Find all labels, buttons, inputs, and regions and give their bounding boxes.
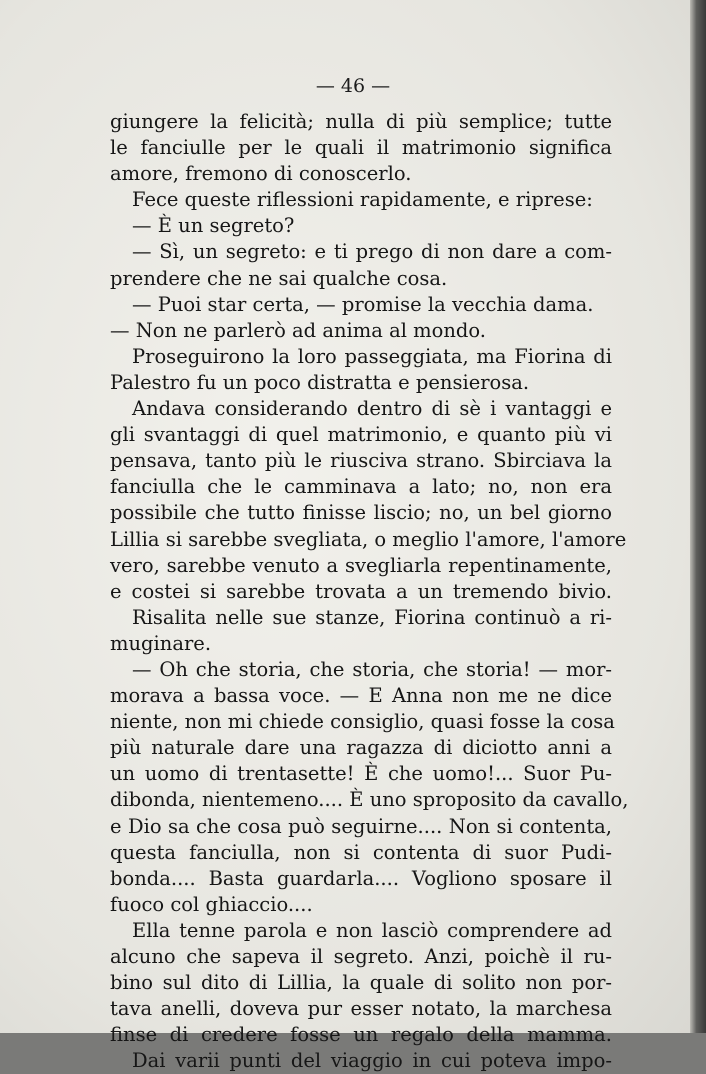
text-line: possibile che tutto finisse liscio; no, un bel giorno xyxy=(110,501,612,525)
text-line: finse di credere fosse un regalo della mamma. xyxy=(110,1023,612,1047)
text-line: — Sì, un segreto: e ti prego di non dare a com- xyxy=(132,240,612,264)
text-line: e Dio sa che cosa può seguirne.... Non si contenta, xyxy=(110,814,612,838)
text-line: muginare. xyxy=(110,631,212,655)
text-line: Risalita nelle sue stanze, Fiorina continuò a ri- xyxy=(132,605,612,629)
text-line: Andava considerando dentro di sè i vantaggi e xyxy=(132,397,612,421)
book-spine-edge xyxy=(690,0,706,1033)
text-line: vero, sarebbe venuto a svegliarla repentinamente, xyxy=(110,553,612,577)
text-line: niente, non mi chiede consiglio, quasi fosse la cosa xyxy=(110,710,615,734)
text-line: fanciulla che le camminava a lato; no, non era xyxy=(110,475,612,499)
body-text xyxy=(110,109,629,1074)
text-line: le fanciulle per le quali il matrimonio significa xyxy=(110,136,612,160)
text-line: gli svantaggi di quel matrimonio, e quanto più vi xyxy=(110,423,612,447)
text-line: pensava, tanto più le riusciva strano. Sbirciava la xyxy=(110,449,612,473)
text-line: più naturale dare una ragazza di diciotto anni a xyxy=(110,736,612,760)
text-line: giungere la felicità; nulla di più semplice; tutte xyxy=(110,110,612,133)
text-line: — Puoi star certa, — promise la vecchia dama. xyxy=(132,292,594,316)
text-line: prendere che ne sai qualche cosa. xyxy=(110,266,448,290)
text-line: bino sul dito di Lillia, la quale di solito non por- xyxy=(110,971,612,995)
page-number: — 46 — xyxy=(315,75,391,97)
text-line: e costei si sarebbe trovata a un tremendo bivio. xyxy=(110,579,612,603)
text-line: dibonda, nientemeno.... È uno sproposito da cavallo, xyxy=(110,788,629,812)
text-line: questa fanciulla, non si contenta di suor Pudi- xyxy=(110,840,612,864)
text-line: Lillia si sarebbe svegliata, o meglio l'amore, l'amore xyxy=(110,527,627,551)
text-line: Proseguirono la loro passeggiata, ma Fiorina di xyxy=(132,344,612,368)
text-line: tava anelli, doveva pur esser notato, la marchesa xyxy=(110,997,612,1021)
text-line: — Non ne parlerò ad anima al mondo. xyxy=(110,318,486,342)
text-line: alcuno che sapeva il segreto. Anzi, poichè il ru- xyxy=(110,945,612,968)
text-line: Ella tenne parola e non lasciò comprendere ad xyxy=(132,918,612,942)
text-line: Dai varii punti del viaggio in cui poteva impo- xyxy=(132,1049,612,1073)
text-line: amore, fremono di conoscerlo. xyxy=(110,162,412,186)
text-line: un uomo di trentasette! È che uomo!... Suor Pu- xyxy=(110,762,612,786)
text-line: morava a bassa voce. — E Anna non me ne dice xyxy=(110,684,612,708)
text-line: — Oh che storia, che storia, che storia! — mor- xyxy=(132,657,612,681)
text-line: bonda.... Basta guardarla.... Vogliono sposare il xyxy=(110,866,612,890)
text-line: Fece queste riflessioni rapidamente, e riprese: xyxy=(132,188,593,212)
text-line: — È un segreto? xyxy=(132,214,295,238)
text-line: fuoco col ghiaccio.... xyxy=(110,892,313,916)
text-line: Palestro fu un poco distratta e pensierosa. xyxy=(110,370,530,394)
